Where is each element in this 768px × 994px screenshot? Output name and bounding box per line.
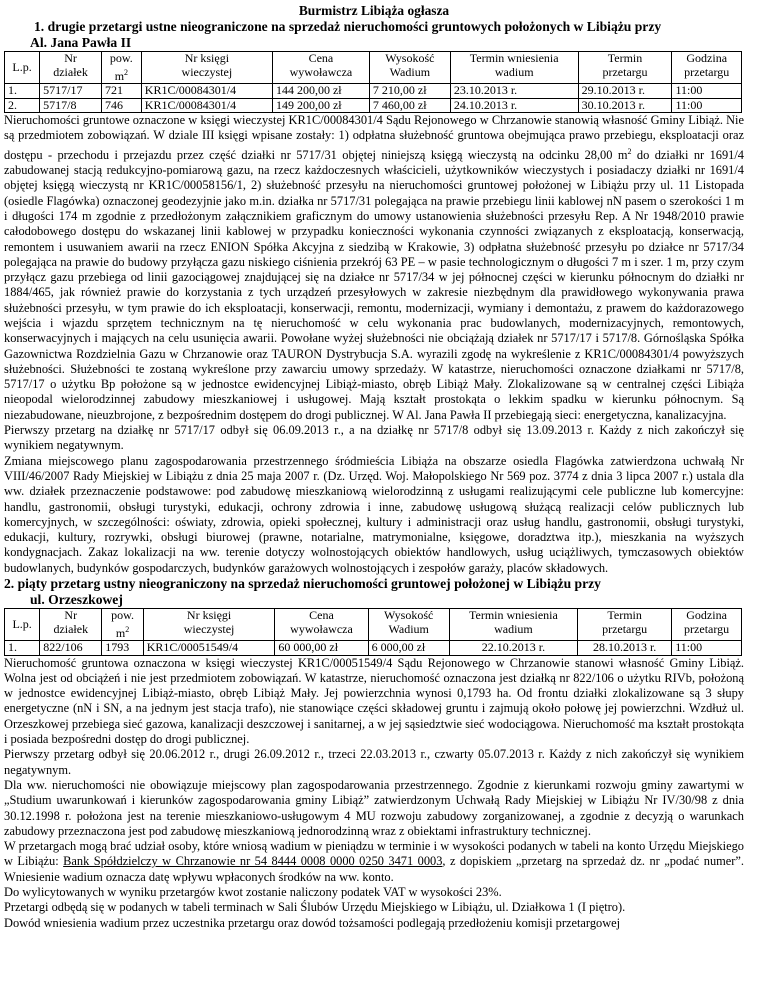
- col-kw: [143, 609, 275, 641]
- col-nr-2: działek: [53, 621, 89, 636]
- section-2-title-line1: 2. piąty przetarg ustny nieograniczony na sprzedaż nieruchomości gruntowej położonej w Libiążu przy: [4, 576, 601, 592]
- col-termin-przetargu-2: przetargu: [602, 64, 648, 79]
- col-termin-wadium: [449, 609, 577, 641]
- table-row: [5, 84, 742, 99]
- col-termin-wadium: [450, 52, 578, 84]
- section-1-paragraph-1-sup: 2: [627, 146, 632, 156]
- col-cena-2: wywoławcza: [289, 64, 353, 79]
- cell: 721: [101, 84, 141, 99]
- col-wadium: [368, 609, 449, 641]
- col-kw: [141, 52, 272, 84]
- cell: 11:00: [672, 98, 742, 113]
- cell: 5717/8: [40, 98, 102, 113]
- col-termin-wadium-2: wadium: [494, 64, 534, 79]
- cell: 23.10.2013 r.: [450, 84, 578, 99]
- cell: 11:00: [672, 84, 742, 99]
- col-cena-2: wywoławcza: [290, 621, 353, 636]
- cell: 7 460,00 zł: [369, 98, 450, 113]
- col-godzina-2: przetargu: [684, 64, 730, 79]
- cell: KR1C/00051549/4: [143, 641, 275, 656]
- section-2-paragraph-6: Przetargi odbędą się w podanych w tabeli terminach w Sali Ślubów Urzędu Miejskiego w Libiążu, ul. Działkowa 1 (I piętro).: [4, 900, 626, 915]
- col-nr-1: Nr: [64, 51, 77, 65]
- col-wadium-2: Wadium: [389, 64, 431, 79]
- col-termin-przetargu-2: przetargu: [602, 621, 648, 636]
- cell: 5717/17: [40, 84, 102, 99]
- cell: KR1C/00084301/4: [141, 84, 272, 99]
- col-godzina-1: Godzina: [686, 608, 727, 623]
- cell: 24.10.2013 r.: [450, 98, 578, 113]
- col-pow-1: pow.: [109, 51, 133, 65]
- col-nr: [40, 52, 102, 84]
- cell: 11:00: [672, 641, 742, 656]
- section-2-title: [4, 576, 744, 608]
- section-1-paragraph-1: [4, 113, 744, 423]
- col-cena-1: Cena: [309, 608, 334, 623]
- table-header-row: [5, 52, 742, 84]
- col-nr-2: działek: [53, 64, 88, 79]
- section-2-paragraph-7: Dowód wniesienia wadium przez uczestnika przetargu oraz dowód tożsamości podlegają przedłożeniu komisji przetargowej: [4, 915, 621, 930]
- cell: 1.: [5, 84, 40, 99]
- announcement-header: Burmistrz Libiąża ogłasza: [298, 3, 450, 18]
- cell: 22.10.2013 r.: [449, 641, 577, 656]
- col-lp: L.p.: [5, 609, 40, 641]
- col-pow-1: pow.: [111, 608, 134, 623]
- section-2-paragraph-2: Pierwszy przetarg odbył się 20.06.2012 r., drugi 26.09.2012 r., trzeci 22.03.2013 r., czwarty 05.07.2013 r. Każdy z nich zakończył się wynikiem negatywnym.: [4, 747, 744, 777]
- col-termin-wadium-1: Termin wniesienia: [469, 51, 559, 65]
- col-wadium-2: Wadium: [388, 621, 429, 636]
- section-2-paragraph-3: Dla ww. nieruchomości nie obowiązuje miejscowy plan zagospodarowania przestrzennego. Zgodnie z kierunkami rozwoju gminy zawartymi w „Studium uwarunkowań i kierunków zagospodarowania gminy Libiąż” zatwierdzonym Uchwałą Rady Miejskiej w Libiążu Nr IV/30/98 z dnia 30.12.1998 r. położona jest na terenie mieszkaniowo-usługowym 4 MU rozwoju zabudowy zorganizowanej, a zgodnie z decyzją o warunkach zabudowy przeznaczona jest pod zabudowę mieszkaniową jednorodzinną wraz z obiektami infrastruktury technicznej.: [4, 777, 744, 838]
- col-pow: [101, 52, 141, 84]
- cell: 6 000,00 zł: [368, 641, 449, 656]
- section-1-paragraph-2: Pierwszy przetarg na działkę nr 5717/17 odbył się 06.09.2013 r., a na działkę nr 5717/8 odbył się 13.09.2013 r. Każdy z nich zakończył się wynikiem negatywnym.: [4, 423, 744, 453]
- col-kw-2: wieczystej: [183, 621, 235, 636]
- section-2-paragraph-5: Do wylicytowanych w wyniku przetargów kwot zostanie naliczony podatek VAT w wysokości 23%.: [4, 884, 502, 899]
- col-wadium-1: Wysokość: [384, 608, 434, 623]
- section-2-paragraph-4a: W przetargach mogą brać udział osoby, które wniosą wadium w pieniądzu w terminie i w wysokości podanych w tabeli na konto Urzędu Miejskiego w Libiążu:: [4, 839, 744, 869]
- cell: 822/106: [40, 641, 102, 656]
- col-kw-1: Nr księgi: [186, 608, 232, 623]
- cell: 29.10.2013 r.: [578, 84, 672, 99]
- section-2-paragraph-1: Nieruchomość gruntowa oznaczona w księgi wieczystej KR1C/00051549/4 Sądu Rejonowego w Chrzanowie stanowi własność Gminy Libiąż. Wolna jest od obciążeń i nie jest przedmiotem zobowiązań. W katastrze, nieruchomość oznaczona jest działką nr 822/106 o użytku RIVb, położoną w jednostce ewidencyjnej Libiąż-miasto, obręb Libiąż Mały. Jej powierzchnia wynosi 0,1793 ha. Od frontu działki zlokalizowane są 3 słupy energetyczne (nN i SN, a na jednym jest stacja trafo), nie stanowiące części składowej gruntu i zajmują około połowę jej powierzchni. Wzdłuż ul. Orzeszkowej przebiega sieć gazowa, kanalizacji deszczowej i sanitarnej, a w jej sąsiedztwie sieć wodociągowa. Nieruchomość ma kształt prostokąta i posiada bezpośredni dostęp do drogi publicznej.: [4, 655, 744, 747]
- section-1-paragraph-3: Zmiana miejscowego planu zagospodarowania przestrzennego śródmieścia Libiąża na obszarze osiedla Flagówka zatwierdzona uchwałą Nr VIII/46/2007 Rady Miejskiej w Libiążu z dnia 25 maja 2007 r. (Dz. Urzęd. Woj. Małopolskiego Nr 569 poz. 3774 z dnia 3 lipca 2007 r.) ustala dla ww. działek przeznaczenie podstawowe: pod zabudowę mieszkaniową wielorodzinną z usługami realizującymi cele publiczne lub komercyjne: handlu, gastronomii, obsługi turystyki, edukacji, ochrony zdrowia i inne, zabudowę usługową służącą realizacji celów publicznych lub komercyjnych, w szczególności: oświaty, zdrowia, opieki społecznej, kultury i administracji oraz usług handlu, gastronomii, obsługi turystyki, edukacji, kultury, rozrywki, obsługi biurowej (prawne, notarialne, matrymonialne, księgowe, doradztwa itp.), mieszkania na wyższych kondygnacjach. Zakaz lokalizacji na ww. terenie dotyczy wolnostojących obiektów handlowych, usług uciążliwych, tymczasowych obiektów budowlanych, budynków gospodarczych, budynków garażowych wolnostojących i zespołów garaży, placów składowych.: [4, 453, 744, 575]
- col-pow-sup: 2: [125, 624, 130, 634]
- col-godzina-2: przetargu: [684, 621, 730, 636]
- col-termin-przetargu: [578, 52, 672, 84]
- section-1-paragraph-1b: do działki nr 1691/4 zabudowanej stacją redukcyjno-pomiarową gazu, na rzecz każdoczesnych właścicieli, użytkowników wieczystych i posiadaczy działki nr 1691/4 objętej księgą wieczystą nr KR1C/00058156/1, 2) służebność przesyłu na nieruchomości gruntowej położonej w Libiążu przy ul. 11 Listopada (osiedle Flagówka) oznaczonej geodezyjnie jako m.in. działka nr 5717/31 polegająca na prawie przebiegu linii kablowej nN pasem o szerokości 1 m i długości 174 m zgodnie z przedłożonym załącznikiem graficznym do umowy ustanowienia służebności przesyłu Rep. A Nr 1948/2010 prawie całodobowego dostępu do wskazanej linii kablowej w przypadku konieczności wykonania czynności związanych z eksploatacją, konserwacją, remontem i usuwaniem awarii na rzecz ENION Spółka Akcyjna z siedzibą w Krakowie, 3) odpłatna służebność przesyłu po działce nr 5717/34 polegająca na prawie do budowy przyłącza gazu niskiego ciśnienia przekrój 63 PE – w pasie technologicznym o długości 7 m i szer. 1 m, przy czym przyłącz gazu przebiega od linii gazociągowej znajdującej się na działce nr 5717/34 w jej północnej części w kierunku północnym do działki nr 1884/465, jak również prawie do korzystania z tych urządzeń przesyłowych w zakresie niezbędnym dla prawidłowego wykonywania prawa służebności przesyłu, w tym prawie do ich eksploatacji, konserwacji, remontu, modernizacji, wymiany i demontażu, z prawem do każdorazowego wejścia i wjazdu sprzętem technicznym na tę nieruchomość w celu wykonania prac budowlanych, modernizacyjnych, remontowych, konserwacyjnych i mających na celu usunięcia awarii. Powołane wyżej służebności nie obciążają działek nr 5717/17 i 5717/8. Górnośląska Spółka Gazownictwa Rozdzielnia Gazu w Chrzanowie oraz TAURON Dystrybucja S.A. wyrazili zgodę na wykreślenie z KR1C/00084301/4 powyższych służebności. Służebności te zostaną wykreślone przy zawarciu umowy sprzedaży. W katastrze, nieruchomości oznaczone działkami nr 5717/8, 5717/17 o użytku Bp położone są w jednostce ewidencyjnej Libiąż-miasto, obręb Libiąż Mały. Zlokalizowane są w centralnej części Libiąża nieopodal wielorodzinnej zabudowy mieszkaniowej i usługowej. Mają kształt prostokąta o lekkim spadku w kierunku północnym. Są niezabudowane, nieuzbrojone, z bezpośrednim dostępem do drogi publicznej. W Al. Jana Pawła II przebiegają sieci: energetyczna, kanalizacyjna.: [4, 147, 744, 422]
- cell: 1.: [5, 641, 40, 656]
- section-2-paragraph-4b: , z dopiskiem „przetarg na sprzedaż dz. nr „podać numer”. Wniesienie wadium oznacza datę wpływu wpłaconych środków na ww. konto.: [4, 854, 744, 884]
- section-1-title: [4, 19, 744, 51]
- cell: 746: [101, 98, 141, 113]
- section-1-paragraph-1a: Nieruchomości gruntowe oznaczone w księgi wieczystej KR1C/00084301/4 Sądu Rejonowego w Chrzanowie stanowią własność Gminy Libiąż. Nie są przedmiotem zobowiązań. W dziale III księgi wpisane zostały: 1) odpłatna służebność gruntowa obejmująca prawo przebiegu, eksploatacji oraz dostępu - przechodu i przejazdu przez część działki nr 5717/31 objętej niniejszą księgą wieczystą na odcinku 28,00 m: [4, 113, 744, 162]
- col-pow-sup: 2: [124, 67, 129, 77]
- col-nr: [40, 609, 102, 641]
- section-2-table: [4, 608, 742, 656]
- section-2-title-line2: ul. Orzeszkowej: [30, 592, 123, 608]
- col-cena-1: Cena: [308, 51, 334, 65]
- cell: 149 200,00 zł: [272, 98, 369, 113]
- col-lp: L.p.: [5, 52, 40, 84]
- table-row: [5, 98, 742, 113]
- cell: 144 200,00 zł: [272, 84, 369, 99]
- cell: 60 000,00 zł: [275, 641, 368, 656]
- col-pow: [102, 609, 143, 641]
- section-1-title-line2: Al. Jana Pawła II: [30, 35, 132, 50]
- col-godzina: [672, 52, 742, 84]
- cell: 7 210,00 zł: [369, 84, 450, 99]
- col-termin-przetargu: [578, 609, 672, 641]
- col-termin-wadium-1: Termin wniesienia: [469, 608, 558, 623]
- cell: KR1C/00084301/4: [141, 98, 272, 113]
- col-cena: [272, 52, 369, 84]
- cell: 1793: [102, 641, 143, 656]
- cell: 30.10.2013 r.: [578, 98, 672, 113]
- section-2-paragraph-4: [4, 839, 744, 885]
- col-cena: [275, 609, 368, 641]
- col-godzina: [672, 609, 742, 641]
- col-termin-przetargu-1: Termin: [607, 51, 643, 65]
- col-pow-2: m: [114, 68, 125, 83]
- col-wadium: [369, 52, 450, 84]
- col-godzina-1: Godzina: [686, 51, 728, 65]
- cell: 28.10.2013 r.: [578, 641, 672, 656]
- section-1-title-line1: 1. drugie przetargi ustne nieograniczone na sprzedaż nieruchomości gruntowych położonych w Libiążu przy: [34, 19, 662, 34]
- col-kw-2: wieczystej: [181, 64, 233, 79]
- col-termin-wadium-2: wadium: [494, 621, 533, 636]
- section-1-table: [4, 51, 742, 113]
- col-nr-1: Nr: [64, 608, 78, 623]
- bank-account-link[interactable]: Bank Spółdzielczy w Chrzanowie nr 54 8444 0008 0000 0250 3471 0003: [63, 854, 443, 869]
- table-header-row: [5, 609, 742, 641]
- col-pow-2: m: [115, 625, 126, 640]
- table-row: [5, 641, 742, 656]
- cell: 2.: [5, 98, 40, 113]
- col-termin-przetargu-1: Termin: [607, 608, 642, 623]
- document-page: [4, 0, 744, 931]
- col-wadium-1: Wysokość: [385, 51, 435, 65]
- col-kw-1: Nr księgi: [184, 51, 230, 65]
